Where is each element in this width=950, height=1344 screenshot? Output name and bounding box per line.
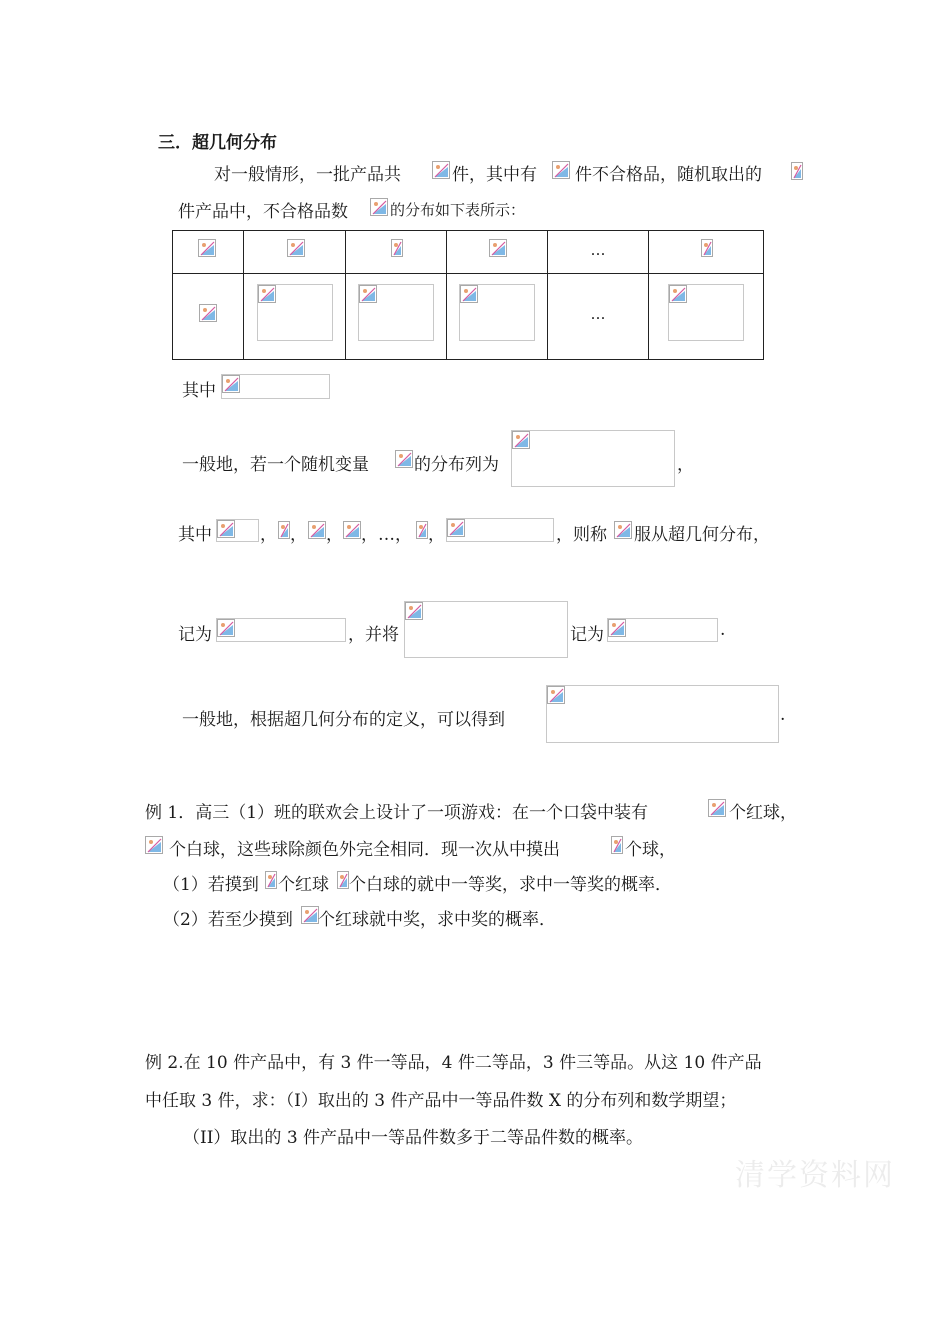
image-icon [447,519,465,537]
image-icon [489,239,507,257]
where1-label: 其中 [182,381,216,401]
image-icon [343,521,361,539]
para2-b: 的分布列为 [414,455,499,475]
image-icon [460,285,478,303]
ellipsis-sep: …， [378,525,412,545]
separator: ， [326,525,343,545]
example1-q1-end: 个白球的就中一等奖，求中一等奖的概率． [349,875,672,895]
ellipsis: … [590,305,606,323]
para1-d: 件产品中，不合格品数 [178,202,348,222]
para2-a: 一般地，若一个随机变量 [182,455,369,475]
image-icon [265,871,277,889]
image-icon [222,375,240,393]
image-icon [308,521,326,539]
table-cell [346,274,447,360]
formula-image [216,519,259,542]
example2-line3: （II）取出的 3 件产品中一等品件数多于二等品件数的概率。 [183,1128,644,1148]
formula-image [257,284,333,341]
example1-q1: （1）若摸到 [163,875,259,895]
separator: ， [290,525,307,545]
image-icon [791,162,803,180]
para3-a: 其中 [178,525,212,545]
table-cell [649,231,764,274]
table-cell [548,274,649,360]
example1-line2-end: 个球， [625,840,676,860]
image-icon [547,686,565,704]
image-icon [512,431,530,449]
para4-d: . [720,620,726,640]
para1-a: 对一般情形，一批产品共 [214,165,401,185]
example1-q2: （2）若至少摸到 [163,910,293,930]
formula-image [546,685,779,743]
section-title: 三．超几何分布 [158,133,277,153]
formula-image [607,618,718,642]
image-icon [198,239,216,257]
para4-a: 记为 [178,625,212,645]
para1-b: 件，其中有 [452,165,537,185]
table-cell [346,231,447,274]
image-icon [217,520,235,538]
example1-line2: 个白球，这些球除颜色外完全相同．现一次从中摸出 [169,840,560,860]
formula-image [216,618,346,642]
separator: ， [428,525,445,545]
image-icon [611,836,623,854]
para4-c: 记为 [570,625,604,645]
image-icon [278,521,290,539]
table-cell [447,274,548,360]
example1-q2-end: 个红球就中奖，求中奖的概率． [318,910,556,930]
table-cell [649,274,764,360]
para4-b: ，并将 [348,625,399,645]
image-icon [199,304,217,322]
table-cell [244,274,346,360]
image-icon [669,285,687,303]
image-icon [258,285,276,303]
image-icon [217,619,235,637]
para3-d: 服从超几何分布， [634,525,770,545]
watermark: 清学资料网 [735,1158,895,1193]
image-icon [370,198,388,216]
image-icon [337,871,349,889]
image-icon [145,836,163,854]
image-icon [405,602,423,620]
image-icon [395,450,413,468]
example1-line1: 例 1．高三（1）班的联欢会上设计了一项游戏：在一个口袋中装有 [145,803,649,823]
image-icon [701,239,713,257]
para5-a: 一般地，根据超几何分布的定义，可以得到 [182,710,505,730]
image-icon [301,906,319,924]
table-cell [548,231,649,274]
image-icon [391,239,403,257]
image-icon [416,521,428,539]
formula-image [446,518,554,542]
formula-image [668,284,744,341]
para2-c: ， [677,455,694,475]
formula-image [221,374,330,399]
image-icon [287,239,305,257]
image-icon [608,619,626,637]
para5-b: . [780,705,786,725]
example1-line1-end: 个红球， [729,803,797,823]
formula-image [404,601,568,658]
example2-line1: 例 2.在 10 件产品中，有 3 件一等品，4 件二等品，3 件三等品。从这 10 件产品 [145,1053,762,1073]
image-icon [708,799,726,817]
para1-c: 件不合格品，随机取出的 [575,165,762,185]
separator: ， [361,525,378,545]
example1-q1-mid: 个红球 [278,875,329,895]
para1-e: 的分布如下表所示： [390,201,526,219]
table-cell [447,231,548,274]
table-cell [173,274,244,360]
image-icon [432,161,450,179]
separator: ， [260,525,277,545]
example2-line2: 中任取 3 件，求：（I）取出的 3 件产品中一等品件数 X 的分布列和数学期望； [145,1091,737,1111]
ellipsis: … [590,241,606,259]
formula-image [459,284,535,341]
table-cell [244,231,346,274]
distribution-table [172,230,764,360]
image-icon [614,521,632,539]
formula-image [358,284,434,341]
image-icon [552,161,570,179]
image-icon [359,285,377,303]
para3-c: ，则称 [556,525,607,545]
table-cell [173,231,244,274]
formula-image [511,430,675,487]
